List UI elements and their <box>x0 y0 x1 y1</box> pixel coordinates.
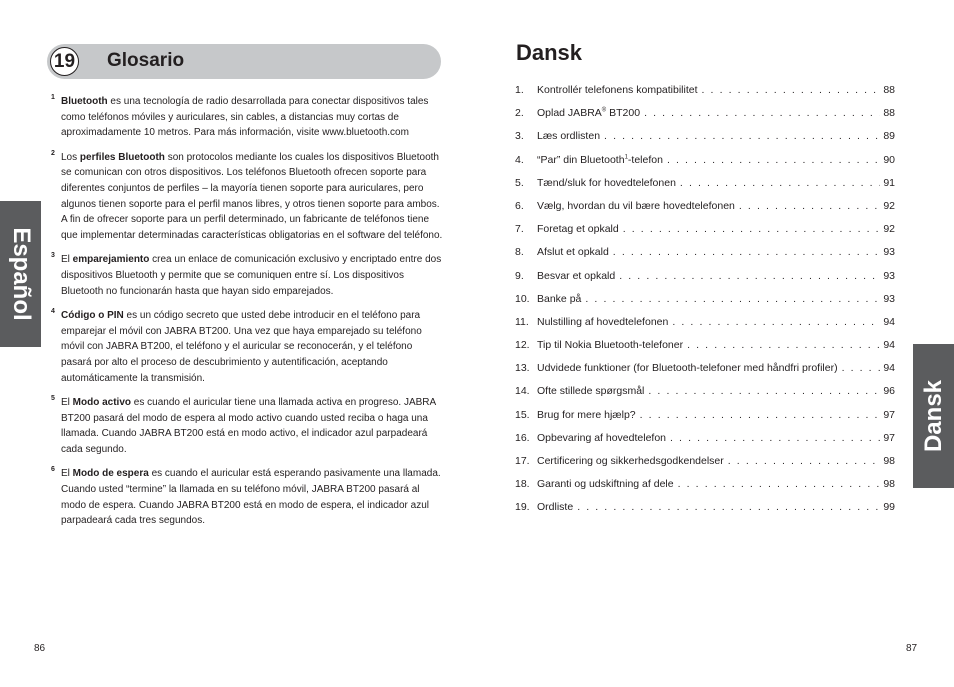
entry-definition: es cuando el auricular está esperando pasivamente una llamada. Cuando usted “termine” la llamada en su teléfono móvil, JABRA BT200 pasará al modo de espera. Cuando JABRA BT200 está en modo de espera, el indicador azul parpadeará cada tres segundos. <box>61 468 441 527</box>
section-title: Glosario <box>107 50 185 71</box>
footnote-number: 2 <box>51 149 55 157</box>
toc-item[interactable] <box>515 385 895 408</box>
entry-definition: son protocolos mediante los cuales los dispositivos Bluetooth se comunican con otros dispositivos. Los teléfonos Bluetooth ofrecen soporte para diferentes conjuntos de perfiles – la mayoría tienen soporte para auriculares, pero algunos tienen soporte para el perfil manos libres, y otros tienen soporte para ambos. A fin de ofrecer soporte para un perfil determinado, un fabricante de teléfonos tiene que implementar determinadas características obligatorias en el software del teléfono. <box>61 151 443 241</box>
toc-leader-dots <box>648 385 880 397</box>
entry-definition: es cuando el auricular tiene una llamada activa en progreso. JABRA BT200 pasará del modo de espera al modo activo cuando usted reciba o haga una llamada. Cuando JABRA BT200 está en modo activo, el indicador azul parpadeará cada segundo. <box>61 397 436 455</box>
toc-page-number: 91 <box>883 176 895 189</box>
toc-item[interactable] <box>515 107 895 130</box>
toc-number: 14. <box>515 385 530 398</box>
toc-number: 2. <box>515 107 524 120</box>
toc-title-text: “Par” din Bluetooth <box>537 153 625 166</box>
glossary-entry <box>51 94 443 141</box>
toc-title-text: Besvar et opkald <box>537 269 616 282</box>
toc-title-text: Tænd/sluk for hovedtelefonen <box>537 176 676 189</box>
toc-page-number: 98 <box>883 455 895 467</box>
toc-number: 16. <box>515 431 530 444</box>
glossary-entry-text <box>61 152 442 241</box>
toc-number: 9. <box>515 269 524 282</box>
entry-definition: crea un enlace de comunicación exclusivo y encriptado entre dos dispositivos Bluetooth y permite que se comuniquen entre sí. Los dispositivos Bluetooth no funcionarán hasta que hayan sido emparejados. <box>61 254 442 297</box>
toc-item[interactable] <box>515 362 895 385</box>
toc-title <box>537 154 667 166</box>
entry-definition: es una tecnología de radio desarrollada para conectar dispositivos tales como teléfonos móviles y auriculares, sin cables, a distancias muy cortas de aproximadamente 10 metros. Para más información, visite www.bluetooth.com <box>61 96 429 139</box>
table-of-contents <box>515 84 895 525</box>
glossary-term: Modo activo <box>72 397 132 409</box>
toc-page-number: 96 <box>883 385 895 398</box>
toc-number: 5. <box>515 176 524 189</box>
toc-page-number: 93 <box>883 269 895 282</box>
toc-page-number: 94 <box>883 339 895 352</box>
toc-title <box>537 478 678 490</box>
toc-page-number: 97 <box>883 431 895 444</box>
toc-page-number: 94 <box>883 315 895 328</box>
toc-leader-dots <box>644 107 880 119</box>
toc-leader-dots <box>680 177 880 189</box>
toc-item[interactable] <box>515 339 895 362</box>
toc-page-number: 88 <box>883 84 895 96</box>
toc-leader-dots <box>842 362 881 374</box>
toc-number: 6. <box>515 199 524 212</box>
toc-number: 18. <box>515 478 530 491</box>
toc-page-number: 90 <box>883 153 895 166</box>
footnote-number: 1 <box>51 94 55 101</box>
toc-title-text: Banke på <box>537 292 582 305</box>
glossary-term: Modo de espera <box>72 468 149 480</box>
glossary-entry <box>51 395 443 457</box>
toc-title <box>537 409 640 421</box>
toc-title-text: Udvidede funktioner (for Bluetooth-telefoner med håndfri profiler) <box>537 362 838 375</box>
entry-lead: El <box>61 468 73 480</box>
entry-lead: El <box>61 397 73 409</box>
footnote-number: 3 <box>51 252 55 260</box>
toc-title-text: Foretag et opkald <box>537 223 619 236</box>
entry-definition: es un código secreto que usted debe introducir en el teléfono para emparejar el móvil con JABRA BT200. Una vez que haya emparejado su teléfono móvil con JABRA BT200, el teléfono y el auricular se reconocerán, y el teléfono pasará por alto el proceso de descubrimiento y autentificación, aceptando automáticamente la transmisión. <box>61 310 422 384</box>
toc-item[interactable] <box>515 246 895 269</box>
toc-title <box>537 339 687 351</box>
toc-leader-dots <box>619 270 880 282</box>
toc-superscript: ® <box>601 107 607 114</box>
toc-leader-dots <box>702 84 881 96</box>
toc-title-text: Kontrollér telefonens kompatibilitet <box>537 84 698 96</box>
toc-item[interactable] <box>515 223 895 246</box>
language-tab-label: Dansk <box>919 379 947 453</box>
toc-page-number: 93 <box>883 292 895 305</box>
toc-number: 7. <box>515 223 524 236</box>
toc-page-number: 89 <box>883 130 895 143</box>
entry-lead: El <box>61 254 73 266</box>
toc-number: 12. <box>515 339 530 352</box>
toc-title <box>537 200 739 212</box>
toc-page-number: 92 <box>883 199 895 212</box>
toc-item[interactable] <box>515 455 895 478</box>
toc-item[interactable] <box>515 270 895 293</box>
toc-leader-dots <box>577 501 880 513</box>
toc-title <box>537 107 644 119</box>
toc-item[interactable] <box>515 84 895 107</box>
toc-number: 11. <box>515 315 529 328</box>
toc-leader-dots <box>604 130 880 142</box>
toc-title <box>537 455 728 467</box>
toc-number: 10. <box>515 292 530 305</box>
glossary-entry-text <box>61 310 422 383</box>
language-tab-dansk <box>913 344 954 488</box>
toc-page-number: 94 <box>883 362 895 375</box>
glossary-entry <box>51 150 443 244</box>
glossary-entry <box>51 252 443 299</box>
toc-leader-dots <box>687 339 880 351</box>
glossary-entry-text <box>61 96 428 138</box>
toc-leader-dots <box>667 154 880 166</box>
section-number-badge: 19 <box>50 47 79 76</box>
toc-item[interactable] <box>515 478 895 501</box>
glossary-entry-text <box>61 254 441 296</box>
toc-leader-dots <box>670 432 880 444</box>
toc-superscript: 1 <box>624 154 628 161</box>
toc-number: 3. <box>515 130 524 143</box>
toc-number: 4. <box>515 153 524 166</box>
toc-item[interactable] <box>515 293 895 316</box>
toc-title-text: Garanti og udskiftning af dele <box>537 478 674 491</box>
toc-title <box>537 246 613 258</box>
toc-title-text: Ordliste <box>537 501 574 514</box>
toc-title <box>537 362 842 374</box>
toc-title <box>537 432 670 444</box>
toc-title-suffix: -telefon <box>627 153 663 166</box>
toc-title-text: Tip til Nokia Bluetooth-telefoner <box>537 339 684 352</box>
toc-number: 13. <box>515 362 530 375</box>
toc-item[interactable] <box>515 130 895 153</box>
toc-title-text: Ofte stillede spørgsmål <box>537 385 645 398</box>
toc-title <box>537 177 680 189</box>
toc-leader-dots <box>678 478 881 490</box>
toc-item[interactable] <box>515 177 895 200</box>
toc-leader-dots <box>739 200 880 212</box>
toc-leader-dots <box>623 223 881 235</box>
page-number: 86 <box>34 643 46 654</box>
toc-item[interactable] <box>515 409 895 432</box>
language-tab-espanol <box>0 201 41 347</box>
toc-title-text: Vælg, hvordan du vil bære hovedtelefonen <box>537 199 735 212</box>
toc-title <box>537 385 648 397</box>
glossary-entry-text <box>61 397 436 455</box>
page-number: 87 <box>906 643 918 654</box>
toc-item[interactable] <box>515 432 895 455</box>
glossary-list <box>51 94 443 538</box>
toc-page-number: 92 <box>883 223 895 236</box>
section-header <box>47 44 441 79</box>
toc-page-number: 93 <box>883 246 895 259</box>
toc-leader-dots <box>585 293 880 305</box>
glossary-term: perfiles Bluetooth <box>79 151 165 163</box>
toc-title <box>537 501 577 513</box>
toc-item[interactable] <box>515 200 895 223</box>
toc-number: 17. <box>515 455 530 467</box>
toc-leader-dots <box>613 246 881 258</box>
footnote-number: 6 <box>51 466 55 474</box>
toc-item[interactable] <box>515 154 895 177</box>
toc-item[interactable] <box>515 501 895 524</box>
toc-title-text: Afslut et opkald <box>537 246 609 259</box>
toc-leader-dots <box>640 409 881 421</box>
toc-title-text: Nulstilling af hovedtelefonen <box>537 315 669 328</box>
toc-title <box>537 316 672 328</box>
glossary-term: Bluetooth <box>61 96 108 107</box>
toc-title <box>537 223 623 235</box>
language-tab-label: Español <box>7 227 35 321</box>
toc-title <box>537 84 702 96</box>
glossary-term: Código o PIN <box>61 310 124 322</box>
toc-title <box>537 270 619 282</box>
toc-item[interactable] <box>515 316 895 339</box>
toc-title <box>537 130 604 142</box>
toc-title-text: Certificering og sikkerhedsgodkendelser <box>537 455 724 467</box>
toc-page-number: 97 <box>883 408 895 421</box>
toc-page-number: 98 <box>883 478 895 491</box>
toc-title-suffix: BT200 <box>606 107 641 120</box>
entry-lead: Los <box>61 151 80 163</box>
glossary-entry <box>51 466 443 528</box>
dansk-heading: Dansk <box>516 40 583 65</box>
toc-title-text: Opbevaring af hovedtelefon <box>537 431 667 444</box>
footnote-number: 5 <box>51 395 55 403</box>
toc-number: 1. <box>515 84 524 96</box>
toc-page-number: 99 <box>883 501 895 514</box>
toc-title-text: Oplad JABRA <box>537 107 602 120</box>
glossary-entry <box>51 308 443 386</box>
toc-leader-dots <box>672 316 880 328</box>
glossary-term: emparejamiento <box>72 254 150 266</box>
footnote-number: 4 <box>51 308 55 316</box>
toc-title <box>537 293 585 305</box>
toc-number: 19. <box>515 501 530 514</box>
glossary-entry-text <box>61 468 441 526</box>
toc-title-text: Brug for mere hjælp? <box>537 408 636 421</box>
toc-number: 8. <box>515 246 524 259</box>
toc-leader-dots <box>728 455 881 467</box>
toc-page-number: 88 <box>883 107 895 120</box>
toc-number: 15. <box>515 408 530 421</box>
toc-title-text: Læs ordlisten <box>537 130 601 143</box>
